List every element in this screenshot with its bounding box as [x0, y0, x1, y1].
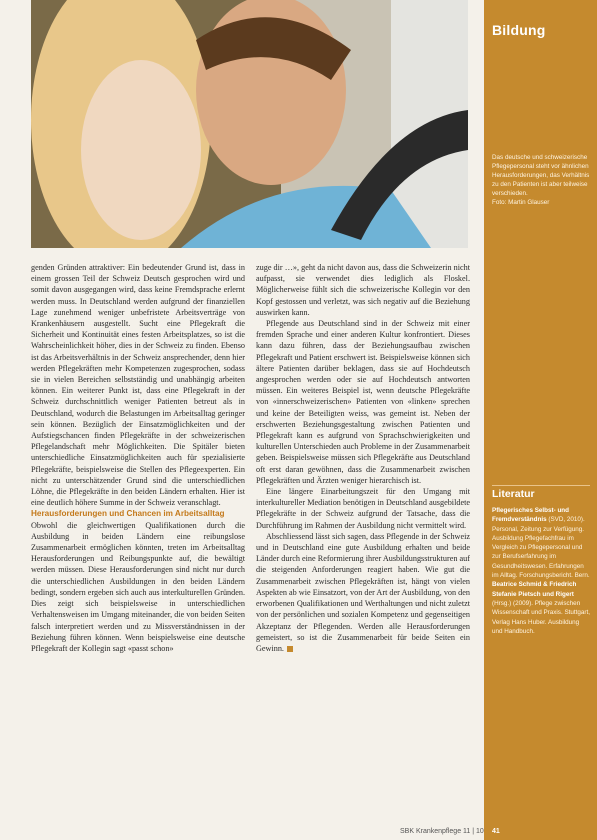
- end-mark-icon: [287, 646, 293, 652]
- paragraph: Obwohl die gleichwertigen Qualifikationen durch die Ausbildung in beiden Ländern eine reibungslose Zusammenarbeit ermöglichen könnten, treten im Arbeitsalltag Herausforderungen und Reibungspunkte auf, die bewältigt werden müssen. Diese Herausforderungen sind nicht nur durch die unterschiedlichen Ausbildungen in den beiden Ländern bedingt, sondern ergeben sich auch aus interkulturellen Gründen. Dies zeigt sich beispielsweise in unterschiedlichen Verhaltensweisen im Umgang miteinander, die von beiden Seiten falsch interpretiert werden und zu Missverständnissen in der Beziehung führen können. Wenn beispielsweise eine deutsche Pflegekraft der Kollegin sagt «passt schon»: [31, 520, 245, 653]
- paragraph: Pflegende aus Deutschland sind in der Schweiz mit einer fremden Sprache und einer anderen Kultur konfrontiert. Dieses kann dazu führen, dass der Beziehungsaufbau zwischen Pflegekraft und Patient erschwert ist. Beispielsweise können sich ältere Patienten darüber beklagen, dass sie auf Hochdeutsch angesprochen werden oder sie auf Hochdeutsch antworten müssen. Ein weiteres Beispiel ist, wenn deutsche Pflegekräfte von «innerschweizerischen» Patienten von «linken» sprechen und keine der Beteiligten weiss, was gemeint ist. Neben der erschwerten Beziehungsgestaltung zwischen Patienten und Pflegekraft kann es aufgrund von Sprachschwierigkeiten und kulturellen Unterschieden auch Probleme in der Zusammenarbeit geben. Beispielsweise müssen sich Pflegekräfte aus Deutschland oft erst daran gewöhnen, dass die Zusammenarbeit zwischen Pflegekräften und Ärzten weniger hierarchisch ist.: [256, 319, 470, 485]
- nurses-photo-illustration: [31, 0, 468, 248]
- literature-text-1: (SVD, 2010). Personal, Zeitung zur Verfügung. Ausbildung Pflegefachfrau im Vergleich zu Pflegepersonal und zur Berufserfahrung im Gesundheitswesen. Erfahrungen im Alltag. Forschungsbericht. Bern.: [492, 516, 590, 580]
- photo-caption: [492, 153, 590, 207]
- paragraph: genden Gründen attraktiver: Ein bedeutender Grund ist, dass in einem grossen Teil der Schweiz Deutsch gesprochen wird und somit davon ausgegangen wird, dass keine Fremdsprache erlernt werden muss. In Deutschland werden aufgrund der finanziellen Lage zunehmend weniger unbefristete Arbeitsverträge von Krankenhäusern ausgestellt. Sucht eine Pflegekraft die Sicherheit und Kontinuität eines festen Arbeitsplatzes, so ist die Wahrscheinlichkeit höher, dies in der Schweiz zu finden. Ebenso ist das Arbeitsverhältnis in der Schweiz ansprechender, denn hier werden Pflegekräften mehr Kompetenzen zugesprochen, sodass sie in vielen Bereichen selbstständig und unabhängig arbeiten können. Ein weiterer Punkt ist, dass eine Pflegekraft in der Schweiz durchschnittlich weniger Patienten betreut als in Deutschland, wodurch die Belastungen im Arbeitsalltag geringer sein können. Bezüglich der Einsatzmöglichkeiten und der Aufstiegschancen finden Pflegekräfte in der schweizerischen Pflegelandschaft mehr Möglichkeiten. Die Spitäler bieten unterschiedliche Einsatzmöglichkeiten auch für spezialisierte Pflegekräfte, beispielsweise die Stellen des Pflegeexperten. Ein nicht zu unterschätzender Grund sind die unterschiedlichen Löhne, die Pflegekräfte in den beiden Ländern erhalten. Hier ist eine deutlich höhere Summe in der Schweiz veranschlagt.: [31, 263, 245, 508]
- section-title: Bildung: [492, 22, 546, 38]
- article-column-2: [256, 262, 470, 654]
- page-number: 41: [492, 828, 500, 835]
- subheading: Herausforderungen und Chancen im Arbeitsalltag: [31, 509, 225, 519]
- literature-title-2: Beatrice Schmid & Friedrich Stefanie Pietsch und Rigert: [492, 581, 577, 598]
- article-column-1: [31, 262, 245, 654]
- paragraph: Eine längere Einarbeitungszeit für den Umgang mit interkultureller Mediation benötigen in Deutschland ausgebildete Pflegekräfte in der Schweiz aufgrund der Tatsache, dass die Durchführung im Rahmen der Ausbildung nicht vermittelt wird.: [256, 487, 470, 530]
- caption-text: Das deutsche und schweizerische Pflegepersonal steht vor ähnlichen Herausforderungen, das Verhältnis zu den Patienten ist aber teilweise verschieden.: [492, 154, 590, 197]
- literature-list: [492, 506, 590, 636]
- literature-title-1: Pflegerisches Selbst- und Fremdverständnis: [492, 507, 569, 524]
- paragraph-text: Abschliessend lässt sich sagen, dass Pflegende in der Schweiz und in Deutschland eine gute Ausbildung erhalten und beide Länder durch eine Reformierung ihrer Ausbildungsstrukturen auf die steigenden Anforderungen reagiert haben. Wie gut die Zusammenarbeit zwischen Pflegekräften ist, hängt von vielen Aspekten ab wie Einsatzort, von der Art der Ausbildung, von den erworbenen Qualifikationen und Werthaltungen und nicht zuletzt von der persönlichen und sozialen Kompetenz und gegenseitigen Akzeptanz der Pflegenden. Werden alle Herausforderungen gemeistert, so ist die Zusammenarbeit für beide Seiten ein Gewinn.: [256, 531, 470, 653]
- paragraph-last: [256, 531, 470, 654]
- paragraph: zuge dir …», geht da nicht davon aus, dass die Schweizerin nicht aufpasst, sie verwendet dies lediglich als Floskel. Möglicherweise fühlt sich die schweizerische Kollegin vor den Kopf gestossen und verletzt, was sich negativ auf die Beziehung auswirken kann.: [256, 263, 470, 317]
- sidebar: [484, 0, 597, 840]
- literature-text-2: (Hrsg.) (2009). Pflege zwischen Wissenschaft und Praxis. Stuttgart, Verlag Hans Huber. Ausbildung und Handbuch.: [492, 599, 590, 635]
- literature-heading: Literatur: [492, 485, 590, 500]
- caption-credit: Foto: Martin Glauser: [492, 199, 550, 206]
- article-photo: [31, 0, 468, 248]
- journal-footer: SBK Krankenpflege 11 | 10: [400, 828, 484, 835]
